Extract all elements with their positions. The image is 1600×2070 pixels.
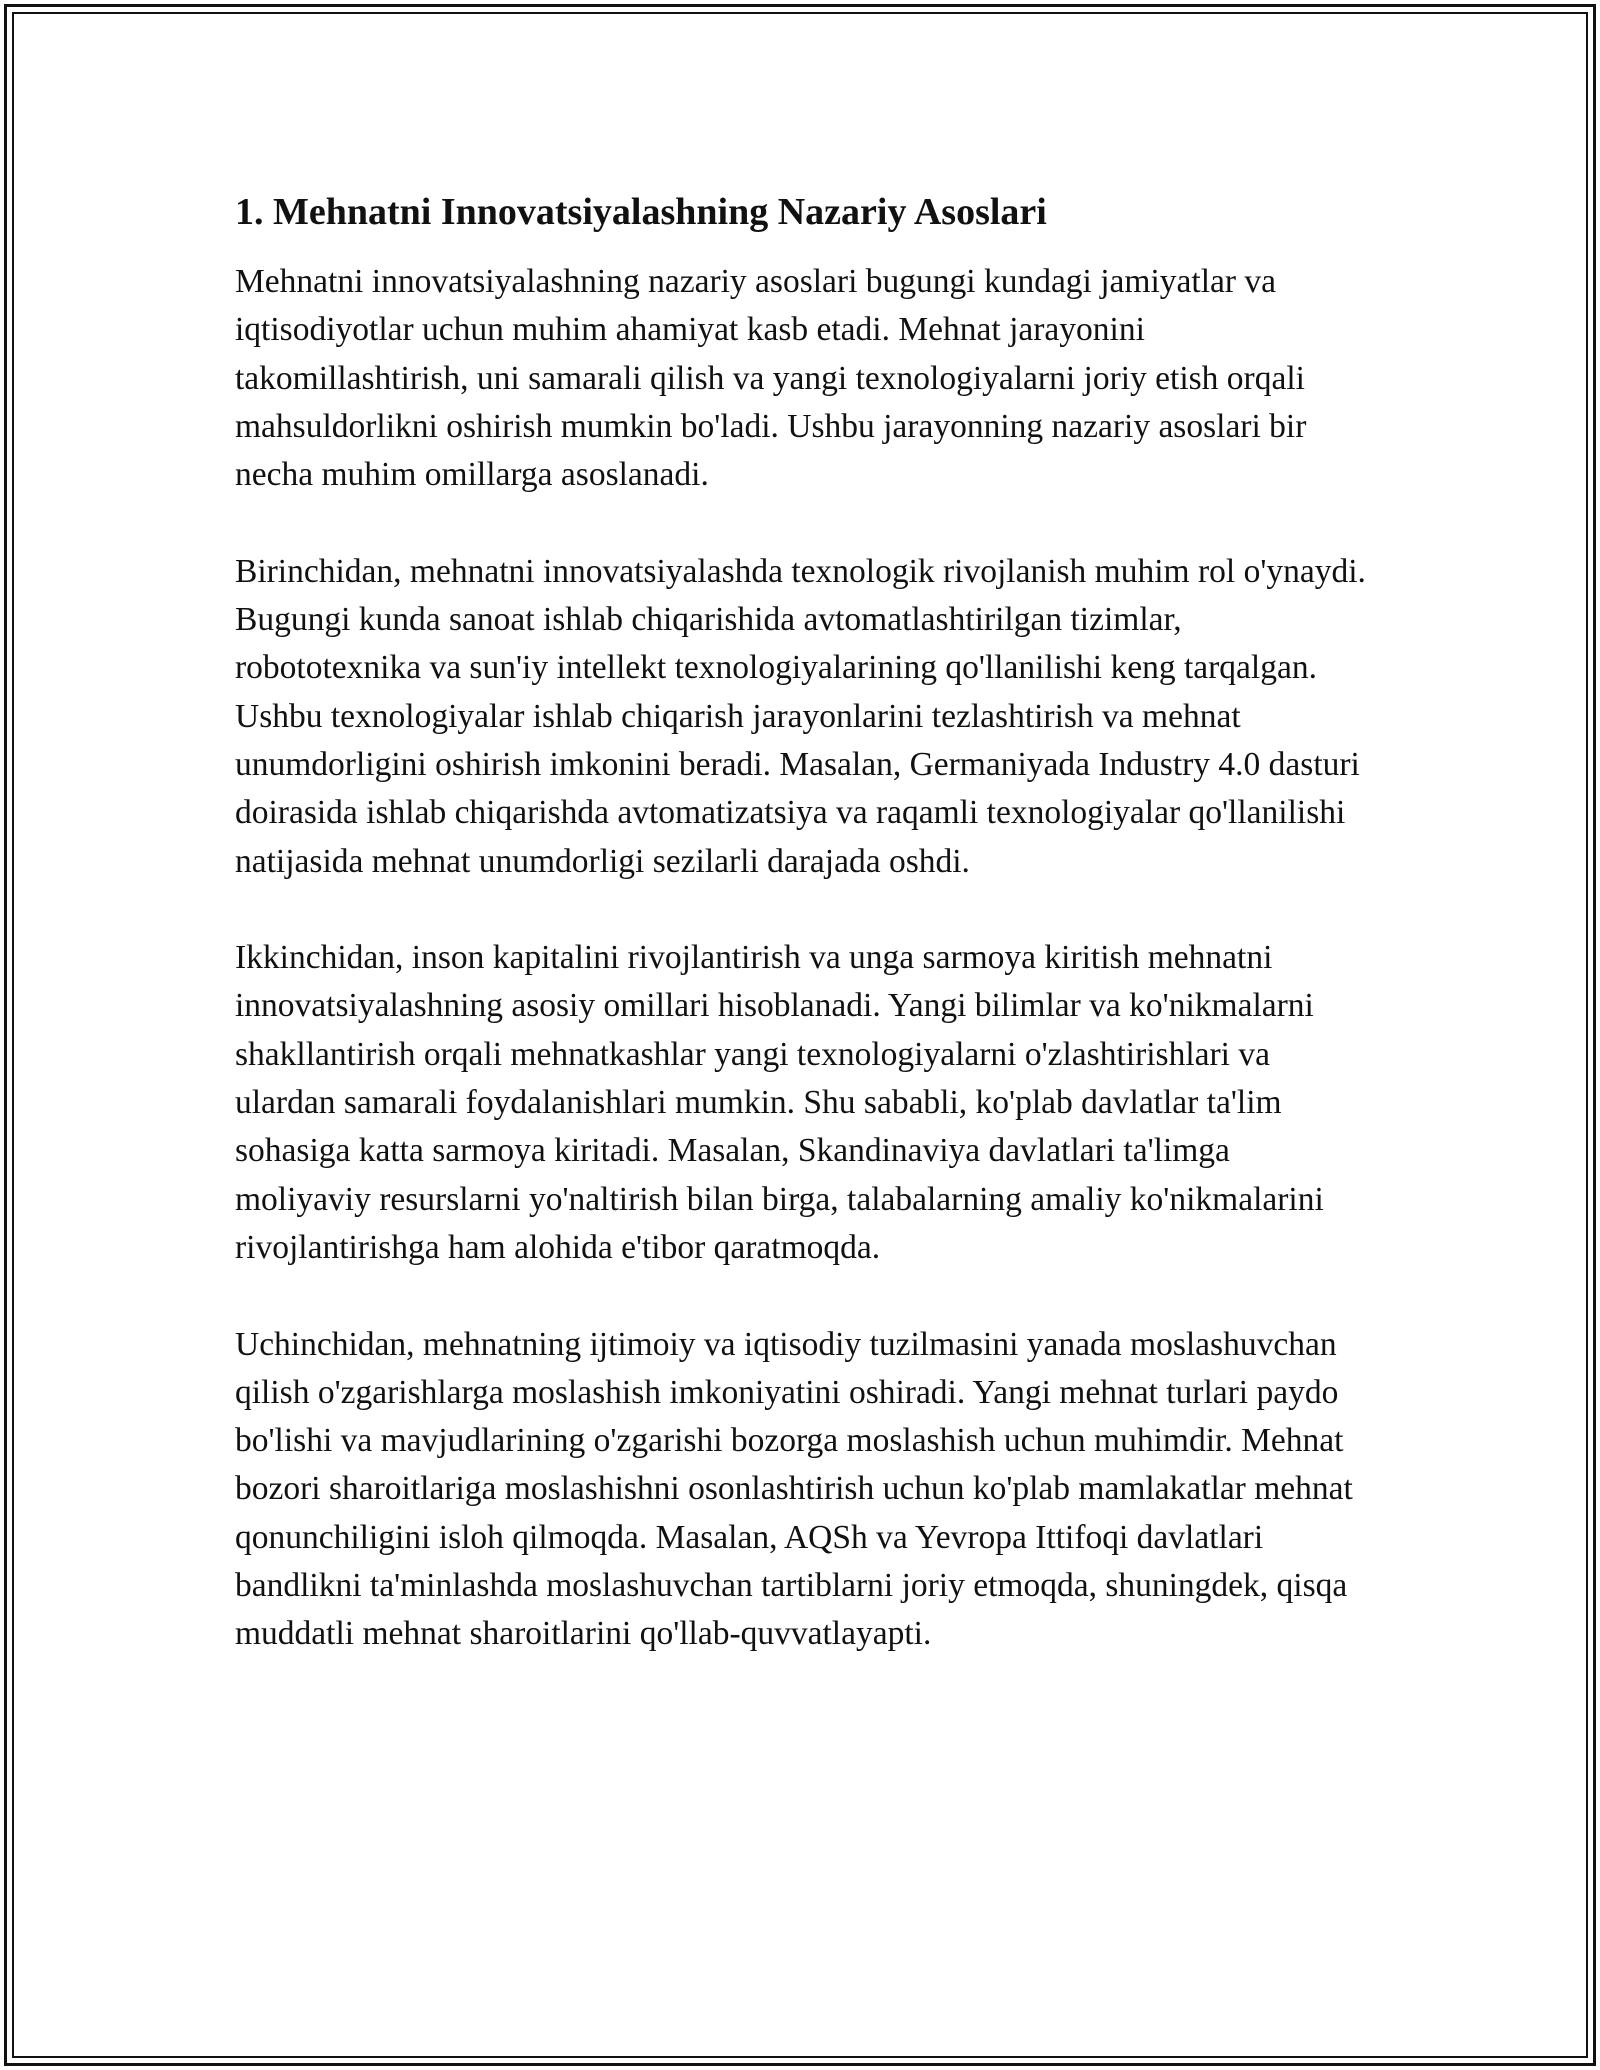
- paragraph-second-point: Ikkinchidan, inson kapitalini rivojlantirish va unga sarmoya kiritish mehnatni innovatsiyalashning asosiy omillari hisoblanadi. Yangi bilimlar va ko'nikmalarni shakllantirish orqali mehnatkashlar yangi texnologiyalarni o'zlashtirishlari va ulardan samarali foydalanishlari mumkin. Shu sababli, ko'plab davlatlar ta'lim sohasiga katta sarmoya kiritadi. Masalan, Skandinaviya davlatlari ta'limga moliyaviy resurslarni yo'naltirish bilan birga, talabalarning amaliy ko'nikmalarini rivojlantirishga ham alohida e'tibor qaratmoqda.: [235, 939, 1324, 1266]
- paragraph-third-point: Uchinchidan, mehnatning ijtimoiy va iqtisodiy tuzilmasini yanada moslashuvchan qilish o'zgarishlarga moslashish imkoniyatini oshiradi. Yangi mehnat turlari paydo bo'lishi va mavjudlarining o'zgarishi bozorga moslashish uchun muhimdir. Mehnat bozori sharoitlariga moslashishni osonlashtirish uchun ko'plab mamlakatlar mehnat qonunchiligini isloh qilmoqda. Masalan, AQSh va Yevropa Ittifoqi davlatlari bandlikni ta'minlashda moslashuvchan tartiblarni joriy etmoqda, shuningdek, qisqa muddatli mehnat sharoitlarini qo'llab-quvvatlayapti.: [235, 1325, 1353, 1653]
- paragraph-first-point: Birinchidan, mehnatni innovatsiyalashda texnologik rivojlanish muhim rol o'ynaydi. Bugungi kunda sanoat ishlab chiqarishida avtomatlashtirilgan tizimlar, robototexnika va sun'iy intellekt texnologiyalarining qo'llanilishi keng tarqalgan. Ushbu texnologiyalar ishlab chiqarish jarayonlarini tezlashtirish va mehnat unumdorligini oshirish imkonini beradi. Masalan, Germaniyada Industry 4.0 dasturi doirasida ishlab chiqarishda avtomatizatsiya va raqamli texnologiyalar qo'llanilishi natijasida mehnat unumdorligi sezilarli darajada oshdi.: [235, 552, 1366, 880]
- document-body: [235, 186, 1370, 1659]
- section-heading: 1. Mehnatni Innovatsiyalashning Nazariy Asoslari: [235, 191, 1047, 233]
- paragraph-intro: Mehnatni innovatsiyalashning nazariy asoslari bugungi kundagi jamiyatlar va iqtisodiyotlar uchun muhim ahamiyat kasb etadi. Mehnat jarayonini takomillashtirish, uni samarali qilish va yangi texnologiyalarni joriy etish orqali mahsuldorlikni oshirish mumkin bo'ladi. Ushbu jarayonning nazariy asoslari bir necha muhim omillarga asoslanadi.: [235, 263, 1307, 494]
